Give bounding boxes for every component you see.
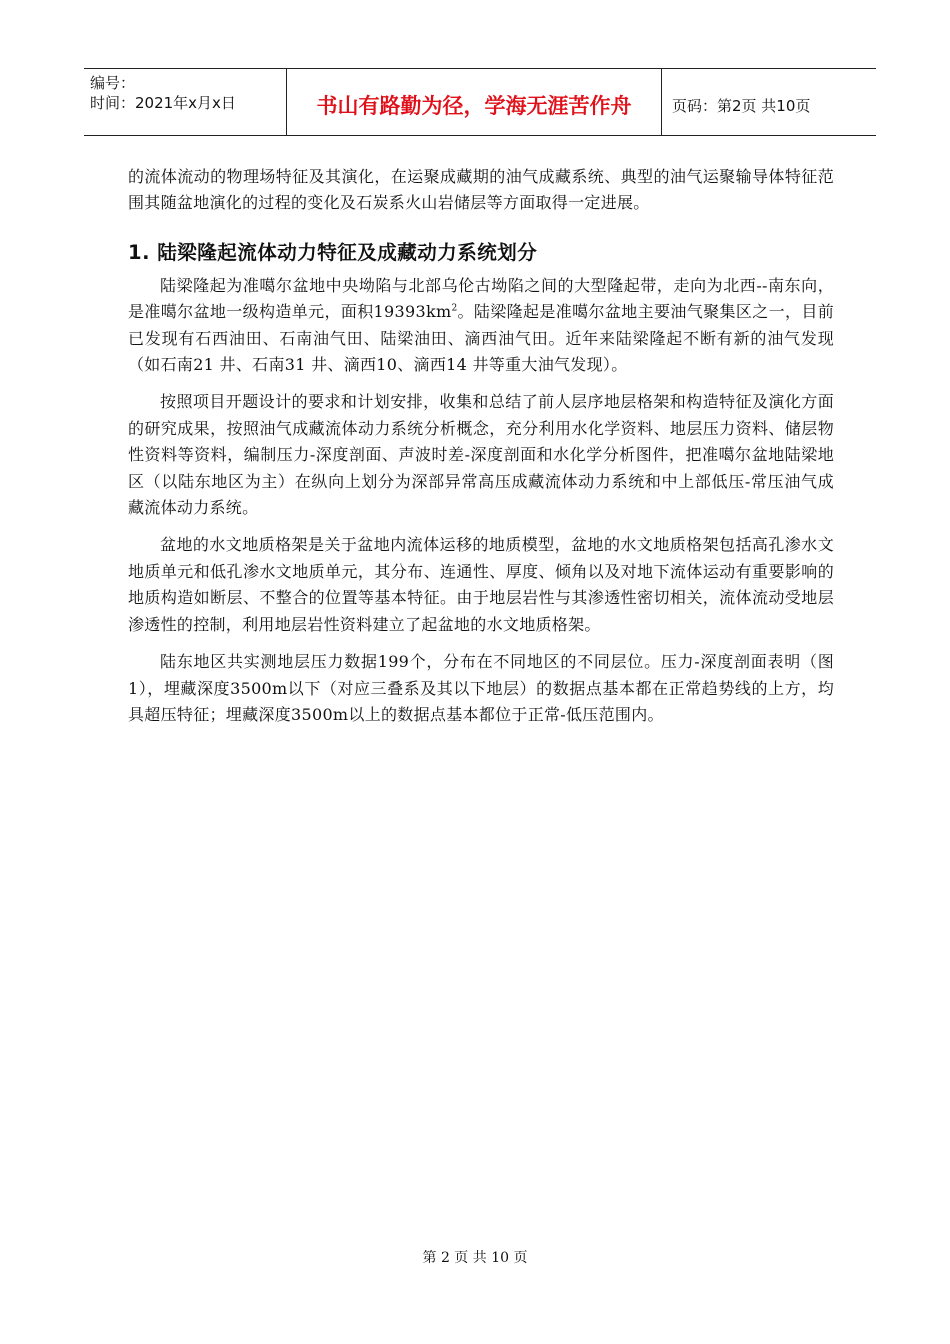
- paragraph-hydrogeology: 盆地的水文地质格架是关于盆地内流体运移的地质模型，盆地的水文地质格架包括高孔渗水文地质单元和低孔渗水文地质单元，其分布、连通性、厚度、倾角以及对地下流体运动有重要影响的地质构造如断层、不整合的位置等基本特征。由于地层岩性与其渗透性密切相关，流体流动受地层渗透性的控制，利用地层岩性资料建立了起盆地的水文地质格架。: [128, 535, 834, 634]
- page-footer: 第 2 页 共 10 页: [422, 1250, 528, 1266]
- document-body: [128, 164, 834, 728]
- paragraph-luliang-uplift-text-a: 陆梁隆起为准噶尔盆地中央坳陷与北部乌伦古坳陷之间的大型隆起带，走向为北西--南东向，是准噶尔盆地一级构造单元，面积19393km: [128, 275, 834, 322]
- intro-paragraph: 的流体流动的物理场特征及其演化，在运聚成藏期的油气成藏系统、典型的油气运聚输导体特征范围其随盆地演化的过程的变化及石炭系火山岩储层等方面取得一定进展。: [128, 167, 834, 213]
- document-time-label: 时间：2021年x月x日: [90, 94, 236, 112]
- document-number-label: 编号：: [90, 74, 136, 92]
- paragraph-pressure-data: 陆东地区共实测地层压力数据199个，分布在不同地区的不同层位。压力-深度剖面表明（图1），埋藏深度3500m以下（对应三叠系及其以下地层）的数据点基本都在正常趋势线的上方，均具超压特征；埋藏深度3500m以上的数据点基本都位于正常-低压范围内。: [128, 652, 834, 724]
- header-page-label: 页码：第2页 共10页: [672, 96, 811, 115]
- paragraph-luliang-uplift-text-b: 。陆梁隆起是准噶尔盆地主要油气聚集区之一，目前已发现有石西油田、石南油气田、陆梁油田、滴西油气田。近年来陆梁隆起不断有新的油气发现（如石南21 井、石南31 井、滴西10、滴西14 井等重大油气发现）。: [128, 302, 834, 375]
- superscript-squared: 2: [451, 303, 458, 314]
- header-motto: 书山有路勤为径，学海无涯苦作舟: [286, 69, 662, 135]
- section-heading: 1. 陆梁隆起流体动力特征及成藏动力系统划分: [128, 240, 538, 264]
- header-meta: [84, 69, 286, 135]
- paragraph-project-method: 按照项目开题设计的要求和计划安排，收集和总结了前人层序地层格架和构造特征及演化方面的研究成果，按照油气成藏流体动力系统分析概念，充分利用水化学资料、地层压力资料、储层物性资料等资料，编制压力-深度剖面、声波时差-深度剖面和水化学分析图件，把准噶尔盆地陆梁地区（以陆东地区为主）在纵向上划分为深部异常高压成藏流体动力系统和中上部低压-常压油气成藏流体动力系统。: [128, 392, 834, 518]
- page-header: [84, 68, 876, 136]
- paragraph-luliang-uplift: [128, 273, 834, 379]
